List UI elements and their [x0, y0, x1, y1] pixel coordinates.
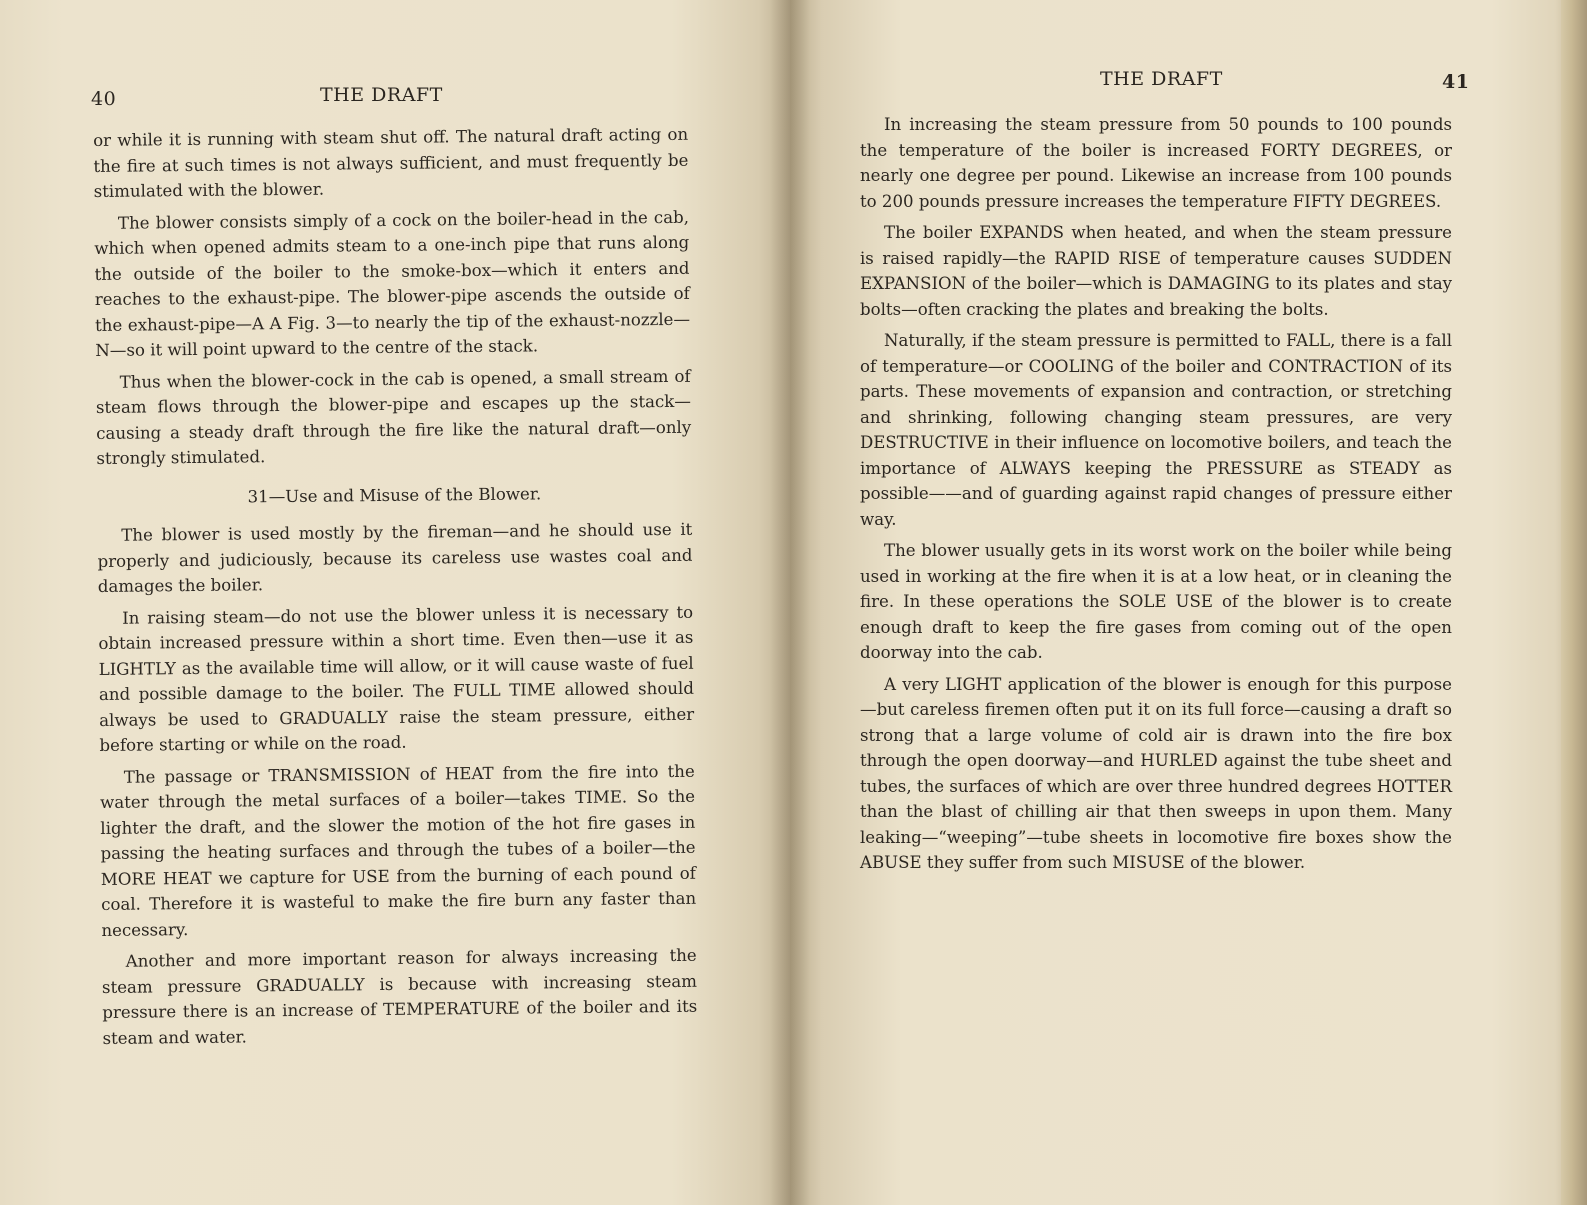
right-page [790, 0, 1587, 1205]
paragraph: The blower is used mostly by the fireman—and he should use it properly and judiciously, because its careless use wastes coal and damages the boiler. [97, 519, 693, 596]
section-title: 31—Use and Misuse of the Blower. [247, 483, 542, 506]
page-number: 41 [1442, 71, 1470, 93]
running-head: THE DRAFT [1100, 68, 1223, 90]
paragraph: The blower usually gets in its worst work on the boiler while being used in working at the fire when it is at a low heat, or in cleaning the fire. In these operations the SOLE USE of the blower is to create enough draft to keep the fire gases from coming out of the open doorway into the cab. [860, 541, 1452, 662]
left-page [0, 0, 790, 1205]
paragraph: or while it is running with steam shut off. The natural draft acting on the fire at such times is not always sufficient, and must frequently be stimulated with the blower. [93, 124, 689, 201]
paragraph: Thus when the blower-cock in the cab is opened, a small stream of steam flows through the blower-pipe and escapes up the stack—causing a steady draft through the fire like the natural draft—only strongly stimulated. [95, 366, 692, 468]
running-head: THE DRAFT [320, 84, 443, 106]
paragraph: The blower consists simply of a cock on the boiler-head in the cab, which when opened admits steam to a one-inch pipe that runs along the outside of the boiler to the smoke-box—which it enters and reaches to the exhaust-pipe. The blower-pipe ascends the outside of the exhaust-pipe—A A Fig. 3—to nearly the tip of the exhaust-nozzle—N—so it will point upward to the centre of the stack. [94, 207, 691, 360]
paragraph: Naturally, if the steam pressure is permitted to FALL, there is a fall of temperature—or COOLING of the boiler and CONTRACTION of its parts. These movements of expansion and contraction, or stretching and shrinking, following changing steam pressures, are very DESTRUCTIVE in their influence on locomotive boilers, and teach the importance of ALWAYS keeping the PRESSURE as STEADY as possible——and of guarding against rapid changes of pressure either way. [860, 331, 1452, 529]
paragraph: The passage or TRANSMISSION of HEAT from the fire into the water through the metal surfaces of a boiler—takes TIME. So the lighter the draft, and the slower the motion of the hot fire gases in passing the heating surfaces and through the tubes of a boiler—the MORE HEAT we capture for USE from the burning of each pound of coal. Therefore it is wasteful to make the fire burn any faster than necessary. [99, 761, 697, 940]
page-number: 40 [91, 88, 117, 110]
paragraph: A very LIGHT application of the blower is enough for this purpose—but careless firemen often put it on its full force—causing a draft so strong that a large volume of cold air is drawn into the fire box through the open doorway—and HURLED against the tube sheet and tubes, the surfaces of which are over three hundred degrees HOTTER than the blast of chilling air that then sweeps in upon them. Many leaking—“weeping”—tube sheets in locomotive fire boxes show the ABUSE they suffer from such MISUSE of the blower. [860, 674, 1452, 872]
paragraph: In increasing the steam pressure from 50 pounds to 100 pounds the temperature of the boiler is increased FORTY DEGREES, or nearly one degree per pound. Likewise an increase from 100 pounds to 200 pounds pressure increases the temperature FIFTY DEGREES. [860, 115, 1452, 211]
paragraph: In raising steam—do not use the blower unless it is necessary to obtain increased pressure within a short time. Even then—use it as LIGHTLY as the available time will allow, or it will cause waste of fuel and possible damage to the boiler. The FULL TIME allowed should always be used to GRADUALLY raise the steam pressure, either before starting or while on the road. [98, 602, 695, 755]
right-text-block [860, 112, 1452, 882]
left-text-block [93, 122, 698, 1057]
paragraph: Another and more important reason for always increasing the steam pressure GRADUALLY is because with increasing steam pressure there is an increase of TEMPERATURE of the boiler and its steam and water. [101, 945, 698, 1048]
page-edge [1561, 0, 1587, 1205]
paragraph: The boiler EXPANDS when heated, and when the steam pressure is raised rapidly—the RAPID RISE of temperature causes SUDDEN EXPANSION of the boiler—which is DAMAGING to its plates and stay bolts—often cracking the plates and breaking the bolts. [860, 223, 1452, 319]
